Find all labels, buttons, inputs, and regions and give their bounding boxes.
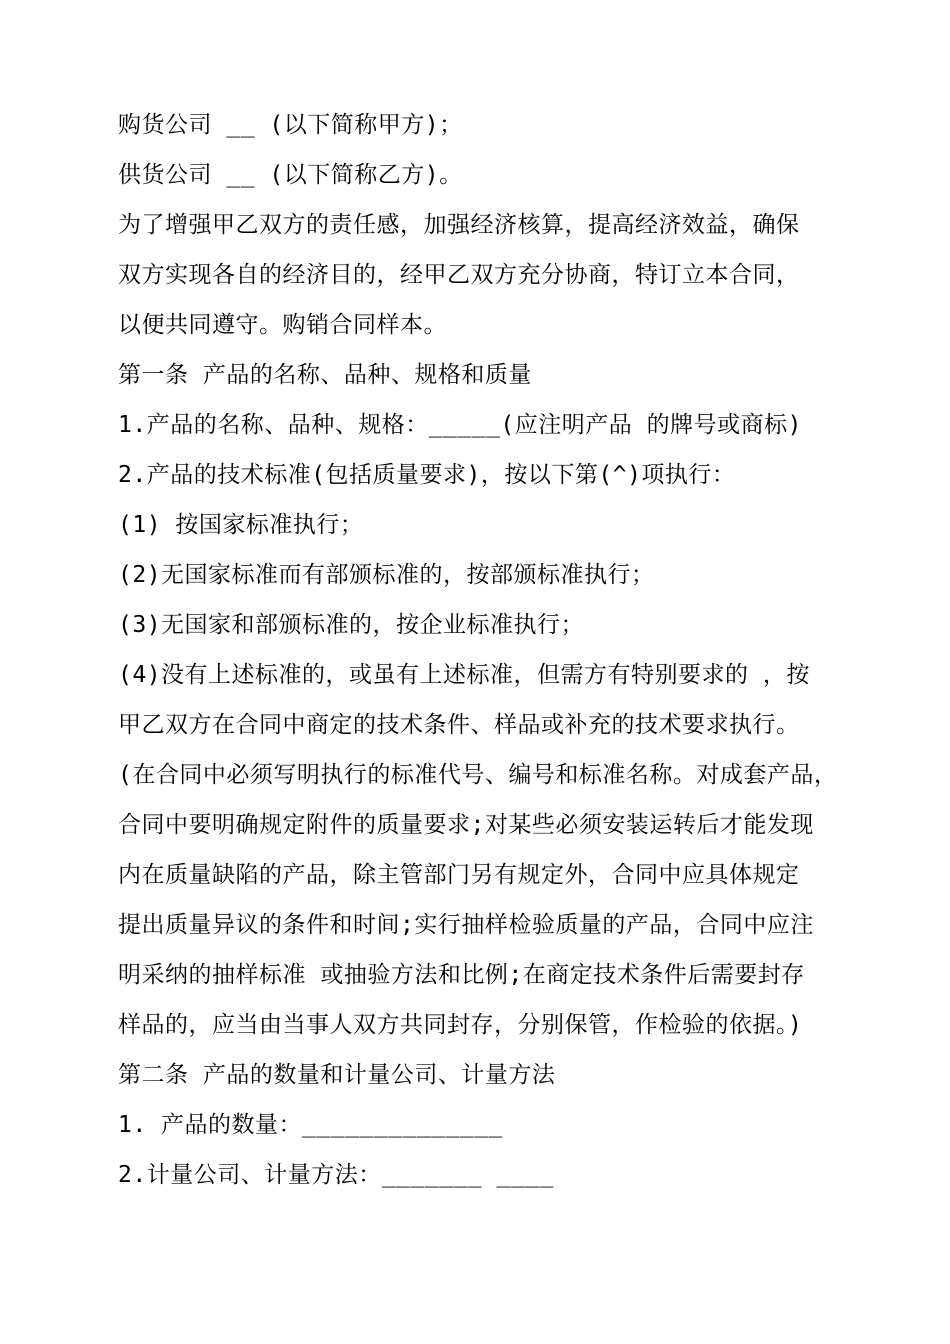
article-2-item-2: 2.计量公司、计量方法：_______ ____ (118, 1162, 554, 1188)
note-line-1: (在合同中必须写明执行的标准代号、编号和标准名称。对成套产品， (118, 762, 838, 788)
article-1-item-1: 1.产品的名称、品种、规格：_____(应注明产品 的牌号或商标) (118, 412, 802, 438)
note-line-2: 合同中要明确规定附件的质量要求;对某些必须安装运转后才能发现 (118, 812, 814, 838)
note-line-5: 明采纳的抽样标准 或抽验方法和比例;在商定技术条件后需要封存 (118, 962, 805, 988)
document-body (118, 100, 838, 1200)
standard-option-4-line-2: 甲乙双方在合同中商定的技术条件、样品或补充的技术要求执行。 (118, 712, 800, 738)
article-2-item-1: 1. 产品的数量：______________ (118, 1112, 503, 1138)
standard-option-2: (2)无国家标准而有部颁标准的，按部颁标准执行； (118, 562, 655, 588)
article-2-heading: 第二条 产品的数量和计量公司、计量方法 (118, 1062, 556, 1088)
note-line-3: 内在质量缺陷的产品，除主管部门另有规定外，合同中应具体规定 (118, 862, 800, 888)
preamble-line-2: 双方实现各自的经济目的，经甲乙双方充分协商，特订立本合同， (118, 262, 800, 288)
preamble-line-3: 以便共同遵守。购销合同样本。 (118, 312, 447, 338)
article-1-heading: 第一条 产品的名称、品种、规格和质量 (118, 362, 532, 388)
standard-option-1: (1) 按国家标准执行； (118, 512, 364, 538)
standard-option-4-line-1: (4)没有上述标准的，或虽有上述标准，但需方有特别要求的 ，按 (118, 662, 810, 688)
note-line-6: 样品的，应当由当事人双方共同封存，分别保管，作检验的依据。) (118, 1012, 803, 1038)
buyer-line: 购货公司 __ (以下简称甲方)； (118, 112, 463, 138)
note-line-4: 提出质量异议的条件和时间;实行抽样检验质量的产品，合同中应注 (118, 912, 814, 938)
standard-option-3: (3)无国家和部颁标准的，按企业标准执行； (118, 612, 585, 638)
supplier-line: 供货公司 __ (以下简称乙方)。 (118, 162, 463, 188)
preamble-line-1: 为了增强甲乙双方的责任感，加强经济核算，提高经济效益，确保 (118, 212, 800, 238)
article-1-item-2: 2.产品的技术标准(包括质量要求)，按以下第(^)项执行： (118, 462, 736, 488)
